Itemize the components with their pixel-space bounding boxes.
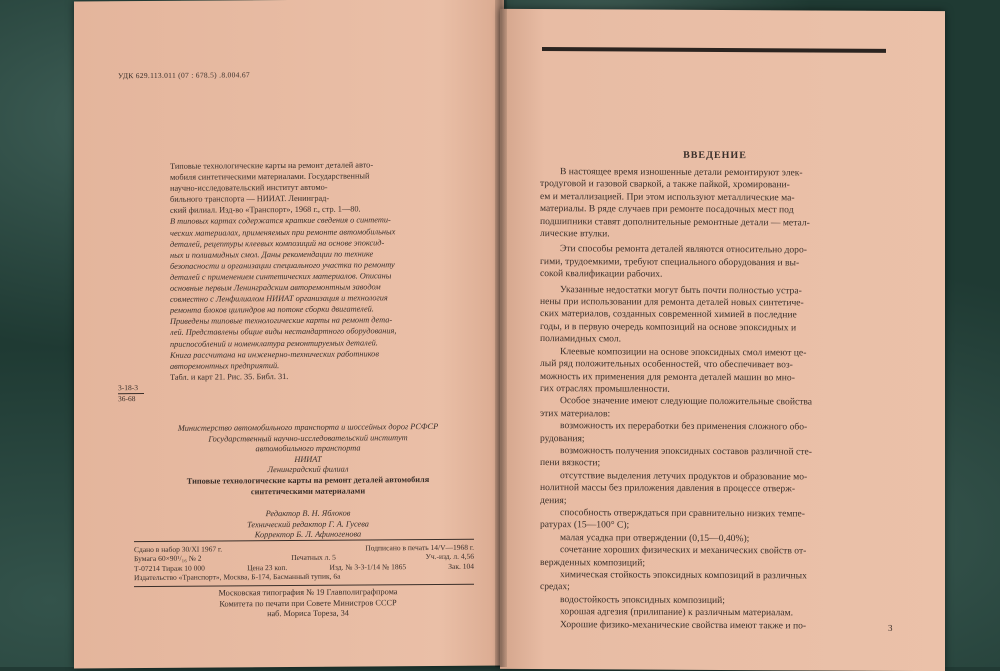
body-line: материалы. В ряде случаев при ремонте посадочных мест под — [540, 203, 794, 216]
body-line: химическая стойкость эпоксидных композиций в различных — [560, 569, 807, 582]
imprint-cell: Цена 23 коп. — [247, 562, 288, 573]
body-line: лические втулки. — [540, 228, 610, 240]
body-line: лый ряд положительных особенностей, что обеспечивает воз- — [540, 358, 793, 371]
code-bottom: 36-68 — [118, 394, 136, 404]
body-line: подшипники ставят дополнительные ремонтные детали — метал- — [540, 215, 810, 229]
body-line: годы, и в первую очередь композиций на основе эпоксидных и — [540, 320, 797, 334]
annotation-line: совместно с Ленфилиалом НИИАТ организация и технология — [170, 293, 388, 304]
body-line: Хорошие физико-механические свойства имеют также и по- — [560, 618, 807, 632]
annotation-line: деталей, рецептуры клеевых композиций на основе эпоксид- — [170, 237, 385, 249]
right-page — [500, 9, 945, 671]
body-line: средах; — [540, 581, 570, 593]
publisher-line: автомобильного транспорта — [255, 443, 361, 454]
body-line: полиамидных смол. — [540, 333, 622, 345]
annotation-line: деталей с применением синтетических материалов. Описаны — [170, 271, 392, 282]
body-line: нолитной массы без приложения давления в процессе отверж- — [540, 482, 796, 495]
annotation-line: авторемонтных предприятий. — [170, 360, 280, 371]
annotation-line: научно-исследовательский институт автомо- — [170, 182, 328, 194]
body-line: Особое значение имеют следующие положительные свойства — [560, 395, 813, 408]
body-line: можность их применения для ремонта деталей машин во мно- — [540, 370, 795, 383]
annotation-line: Типовые технологические карты на ремонт деталей авто- — [170, 160, 374, 171]
imprint-cell: Зак. 104 — [448, 561, 474, 571]
body-line: ских материалов, созданных современной химией в последние — [540, 308, 797, 321]
body-line: Эти способы ремонта деталей являются относительно доро- — [560, 243, 807, 256]
annotation-line: мобиля синтетическими материалами. Государственный — [170, 171, 370, 182]
publisher-line: Государственный научно-исследовательский институт — [208, 432, 408, 444]
annotation-line: ческих материалах, применяемых при ремонте автомобильных — [170, 226, 396, 238]
annotation-line: основные первым Ленинградским авторемонтным заводом — [170, 282, 381, 293]
publisher-line: Министерство автомобильного транспорта и шоссейных дорог РСФСР — [177, 421, 439, 433]
body-line: малая усадка при отверждении (0,15—0,40%); — [560, 531, 750, 544]
page-number: 3 — [888, 622, 893, 633]
publisher-block — [148, 422, 468, 498]
body-line: способность отверждаться при сравнительно низких темпе- — [560, 507, 805, 520]
annotation-line: ремонта блоков цилиндров на потоке сборки двигателей. — [170, 304, 374, 316]
body-line: этих материалов: — [540, 407, 611, 420]
credit-line: Технический редактор Г. А. Гусева — [247, 518, 369, 529]
printer-block — [148, 587, 468, 621]
body-line: тродуговой и газовой сваркой, а также пайкой, хромировани- — [540, 178, 790, 191]
top-rule — [542, 47, 886, 53]
annotation-line: Книга рассчитана на инженерно-технических работников — [170, 348, 379, 360]
left-page — [74, 0, 504, 669]
imprint-cell: Печатных л. 5 — [291, 553, 336, 563]
imprint-cell: Сдано в набор 30/XI 1967 г. — [134, 544, 223, 555]
printer-line: Комитета по печати при Совете Министров СССР — [219, 597, 397, 608]
body-line: В настоящее время изношенные детали ремонтируют элек- — [560, 166, 803, 179]
publisher-line: НИИАТ — [294, 454, 322, 464]
annotation-line: бильного транспорта — НИИАТ. Ленинград- — [170, 194, 330, 205]
annotation-line: В типовых картах содержатся краткие сведения о синтети- — [170, 215, 391, 227]
annotation-line: Приведены типовые технологические карты на ремонт дета- — [170, 315, 393, 327]
book-gutter — [495, 0, 507, 667]
body-line: гими, трудоемкими, требуют специального оборудования и вы- — [540, 255, 800, 269]
body-line: гих отраслях промышленности. — [540, 382, 670, 395]
annotation-line: ский филиал. Изд-во «Транспорт», 1968 г., стр. 1—80. — [170, 204, 361, 216]
body-line: ратурах (15—100° С); — [540, 519, 630, 531]
body-line: сокой квалификации рабочих. — [540, 268, 663, 280]
chapter-body — [540, 166, 892, 633]
body-line: нены при использовании для ремонта деталей новых синтетиче- — [540, 296, 804, 309]
credits-block — [148, 508, 468, 542]
publisher-line: Ленинградский филиал — [267, 464, 349, 475]
publisher-line: синтетическими материалами — [250, 486, 366, 496]
body-line: вержденных композиций; — [540, 556, 645, 569]
annotation-line: Табл. и карт 21. Рис. 35. Библ. 31. — [170, 371, 289, 382]
credit-line: Корректор Б. Л. Афиногенова — [254, 529, 362, 540]
chapter-heading: ВВЕДЕНИЕ — [683, 149, 747, 162]
udc-code: УДК 629.113.011 (07 : 678.5) .8.004.67 — [118, 70, 250, 81]
printer-line: наб. Мориса Тореза, 34 — [267, 608, 349, 619]
body-line: ем и металлизацией. При этом используют металлические ма- — [540, 190, 795, 204]
body-line: сочетание хороших физических и механических свойств от- — [560, 544, 807, 557]
body-line: Указанные недостатки могут быть почти полностью устра- — [560, 283, 802, 297]
credit-line: Редактор В. Н. Яблоков — [265, 508, 351, 519]
publisher-line: Типовые технологические карты на ремонт деталей автомобиля — [186, 474, 430, 486]
imprint-cell: Бумага 60×90¹/₁₆ № 2 — [134, 554, 202, 564]
annotation-line: безопасности и организации специального участка по ремонту — [170, 260, 395, 271]
imprint-cell: Т-07214 Тираж 10 000 — [134, 563, 205, 573]
body-line: отсутствие выделения летучих продуктов и образование мо- — [560, 469, 808, 483]
publication-code — [118, 383, 144, 404]
annotation — [170, 159, 470, 383]
imprint-row — [134, 571, 474, 583]
imprint-block — [134, 539, 474, 587]
body-line: возможность получения эпоксидных составов различной сте- — [560, 445, 812, 458]
code-top: 3-18-3 — [118, 383, 138, 393]
imprint-cell: Уч.-изд. л. 4,56 — [425, 552, 474, 562]
body-line: водостойкость эпоксидных композиций; — [560, 593, 725, 606]
body-line: хорошая адгезия (прилипание) к различным материалам. — [560, 606, 793, 619]
body-line: пени вязкости; — [540, 457, 601, 469]
imprint-cell: Подписано в печать 14/V—1968 г. — [365, 542, 474, 553]
body-line: Клеевые композиции на основе эпоксидных смол имеют це- — [560, 345, 807, 359]
printer-line: Московская типография № 19 Главполиграфпрома — [218, 587, 398, 598]
annotation-line: ных и полиамидных смол. Даны рекомендации по технике — [170, 249, 374, 260]
imprint-cell: Издательство «Транспорт», Москва, Б-174, Басманный тупик, 6а — [134, 571, 341, 583]
imprint-cell: Изд. № 3-3-1/14 № 1865 — [329, 561, 407, 572]
annotation-line: лей. Представлены общие виды нестандартного оборудования, — [170, 326, 397, 338]
annotation-line: приспособлений и номенклатура ремонтируемых деталей. — [170, 337, 378, 349]
body-line: дения; — [540, 494, 567, 506]
body-line: возможность их переработки без применения сложного обо- — [560, 420, 808, 433]
body-line: рудования; — [540, 432, 585, 444]
